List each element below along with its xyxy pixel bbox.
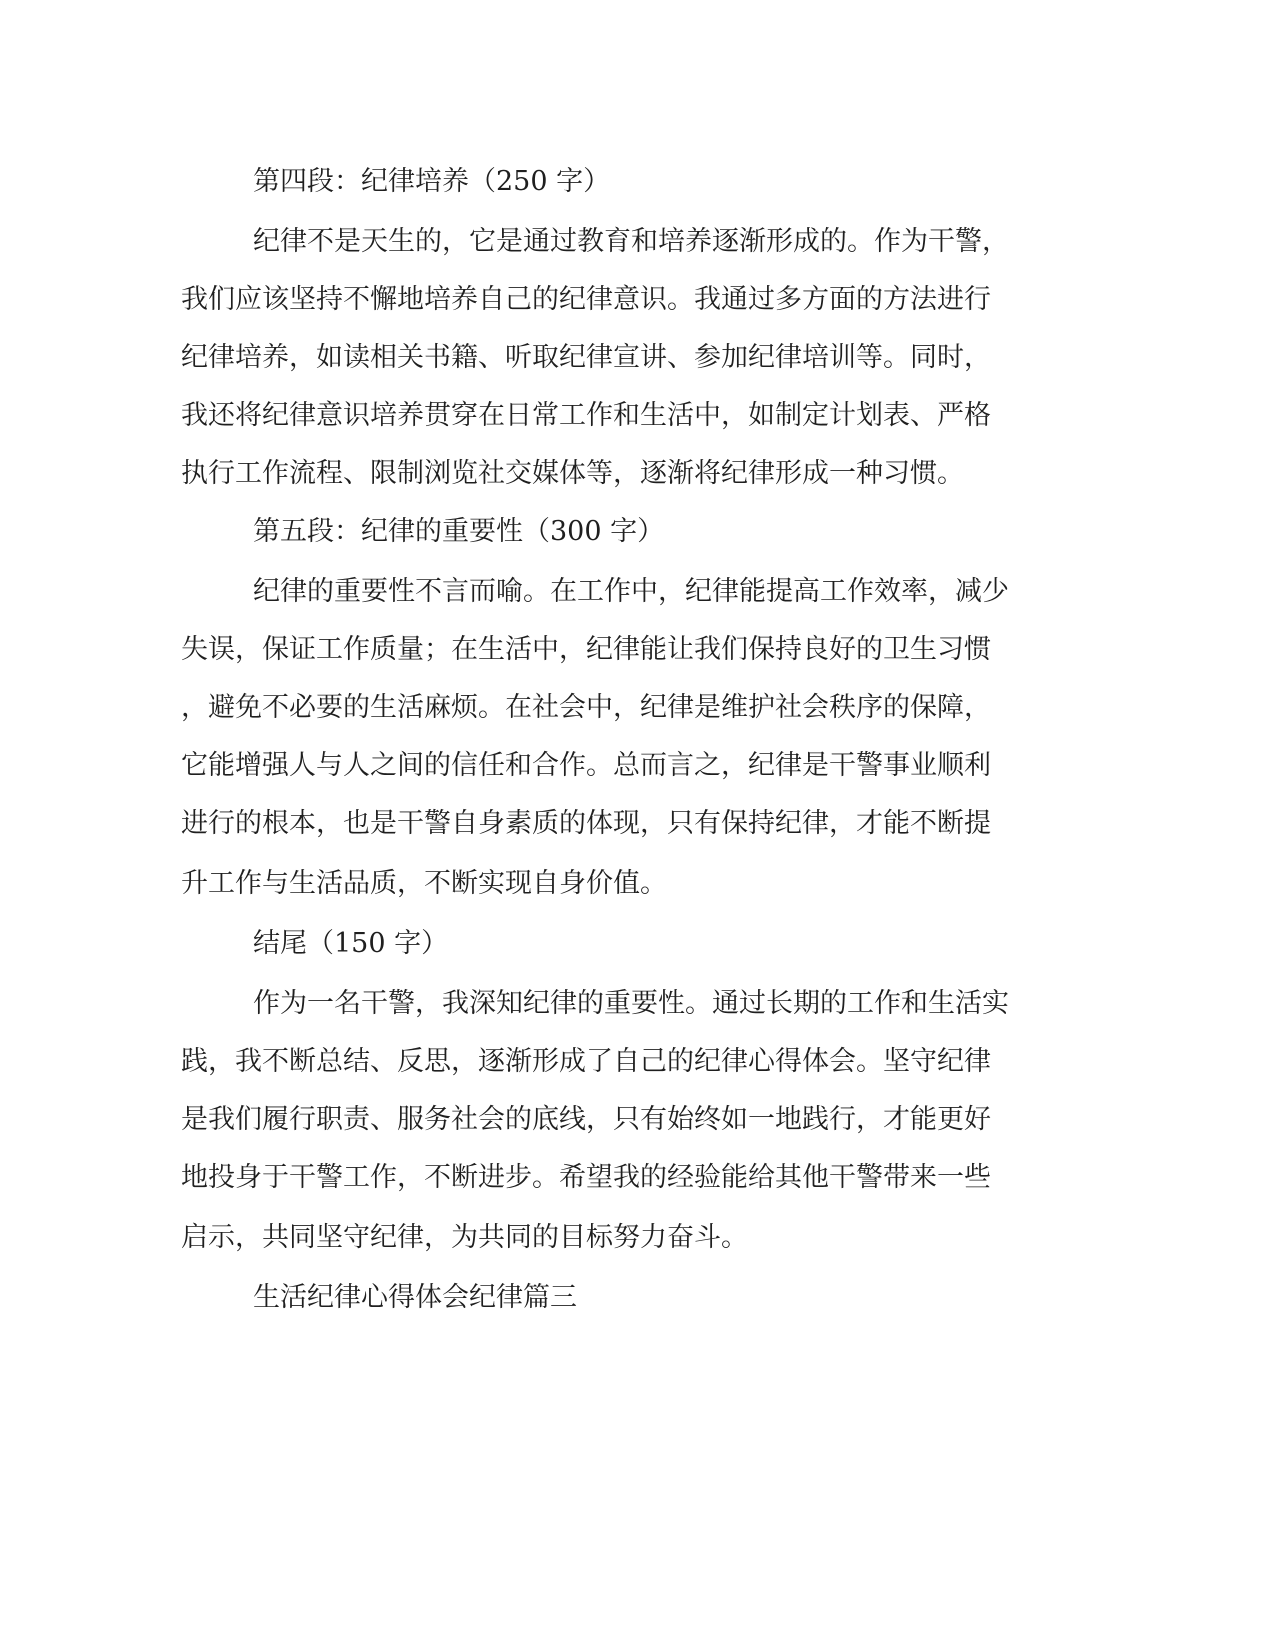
- body-line: 我还将纪律意识培养贯穿在日常工作和生活中，如制定计划表、严格: [181, 400, 991, 431]
- body-line: 作为一名干警，我深知纪律的重要性。通过长期的工作和生活实: [253, 988, 1009, 1019]
- body-line: 纪律的重要性不言而喻。在工作中，纪律能提高工作效率，减少: [253, 576, 1009, 607]
- body-line: 纪律不是天生的，它是通过教育和培养逐渐形成的。作为干警，: [253, 226, 1009, 257]
- heading-article-three: 生活纪律心得体会纪律篇三: [253, 1282, 577, 1313]
- body-line: 纪律培养，如读相关书籍、听取纪律宣讲、参加纪律培训等。同时，: [181, 342, 991, 373]
- body-line: 升工作与生活品质，不断实现自身价值。: [181, 868, 667, 899]
- body-line: 失误，保证工作质量；在生活中，纪律能让我们保持良好的卫生习惯: [181, 634, 991, 665]
- body-line: 我们应该坚持不懈地培养自己的纪律意识。我通过多方面的方法进行: [181, 284, 991, 315]
- body-line: 启示，共同坚守纪律，为共同的目标努力奋斗。: [181, 1222, 748, 1253]
- heading-section-four: 第四段：纪律培养（250 字）: [253, 166, 611, 197]
- heading-section-five: 第五段：纪律的重要性（300 字）: [253, 516, 665, 547]
- body-line: 进行的根本，也是干警自身素质的体现，只有保持纪律，才能不断提: [181, 808, 991, 839]
- body-line: ，避免不必要的生活麻烦。在社会中，纪律是维护社会秩序的保障，: [181, 692, 991, 723]
- body-line: 地投身于干警工作，不断进步。希望我的经验能给其他干警带来一些: [181, 1162, 991, 1193]
- body-line: 是我们履行职责、服务社会的底线，只有始终如一地践行，才能更好: [181, 1104, 991, 1135]
- body-line: 践，我不断总结、反思，逐渐形成了自己的纪律心得体会。坚守纪律: [181, 1046, 991, 1077]
- body-line: 执行工作流程、限制浏览社交媒体等，逐渐将纪律形成一种习惯。: [181, 458, 964, 489]
- body-line: 它能增强人与人之间的信任和合作。总而言之，纪律是干警事业顺利: [181, 750, 991, 781]
- heading-conclusion: 结尾（150 字）: [253, 928, 449, 959]
